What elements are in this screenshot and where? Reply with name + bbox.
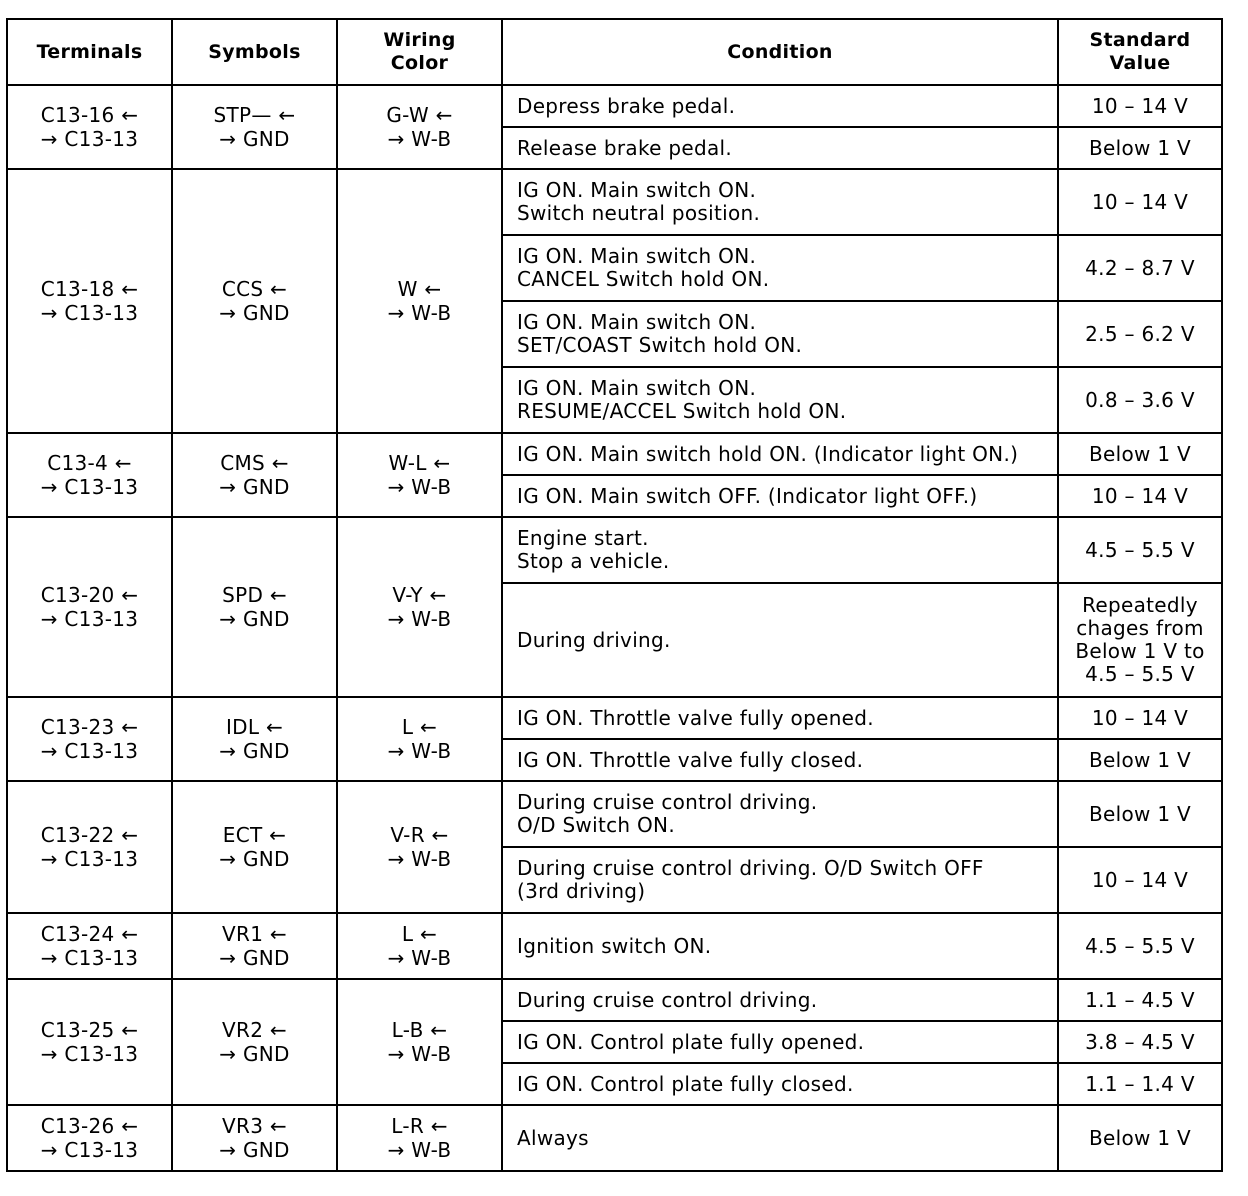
condition-text: IG ON. Main switch ON. (517, 178, 757, 202)
standard-value-text: 1.1 – 1.4 V (1085, 1071, 1195, 1096)
condition-text: IG ON. Main switch hold ON. (Indicator light ON.) (517, 441, 1019, 466)
terminal-text: → C13-13 (40, 127, 139, 151)
standard-value-text: Below 1 V (1089, 747, 1191, 772)
condition-cell (502, 235, 1058, 301)
terminals-cell (7, 697, 172, 781)
condition-cell (502, 85, 1058, 127)
standard-value-cell (1058, 127, 1222, 169)
standard-value-cell (1058, 1105, 1222, 1171)
table-row (7, 913, 1222, 979)
table-row (7, 169, 1222, 235)
condition-cell (502, 583, 1058, 697)
symbols-cell (172, 979, 337, 1105)
standard-value-cell (1058, 301, 1222, 367)
symbol-text: CCS ← (221, 277, 288, 301)
standard-value-cell (1058, 1021, 1222, 1063)
condition-text: CANCEL Switch hold ON. (517, 267, 770, 291)
terminals-cell (7, 913, 172, 979)
header-symbols: Symbols (172, 19, 337, 85)
condition-text: IG ON. Control plate fully closed. (517, 1071, 854, 1096)
wiring-color-cell (337, 85, 502, 169)
wiring-color-cell (337, 517, 502, 697)
standard-value-cell (1058, 583, 1222, 697)
header-row (7, 19, 1222, 85)
terminals-cell (7, 85, 172, 169)
condition-text: Ignition switch ON. (517, 933, 712, 958)
wiring-color-text: → W-B (387, 607, 452, 631)
symbols-cell (172, 517, 337, 697)
condition-text: Release brake pedal. (517, 135, 733, 160)
terminal-text: → C13-13 (40, 1138, 139, 1162)
standard-value-text: 10 – 14 V (1091, 705, 1189, 730)
standard-value-text: 10 – 14 V (1091, 189, 1189, 214)
symbols-cell (172, 169, 337, 433)
symbol-text: → GND (219, 847, 290, 871)
terminal-text: → C13-13 (40, 946, 139, 970)
standard-value-text: 4.5 – 5.5 V (1085, 662, 1195, 686)
table-row (7, 85, 1222, 127)
terminal-text: C13-22 ← (40, 823, 139, 847)
condition-cell (502, 367, 1058, 433)
symbol-text: IDL ← (225, 715, 284, 739)
terminal-inspection-table (6, 18, 1223, 1172)
symbol-text: → GND (219, 607, 290, 631)
wiring-color-text: → W-B (387, 127, 452, 151)
condition-text: During driving. (517, 627, 671, 652)
standard-value-text: 4.5 – 5.5 V (1085, 537, 1195, 562)
standard-value-text: Below 1 V to (1075, 639, 1205, 663)
standard-value-text: chages from (1076, 616, 1204, 640)
symbol-text: → GND (219, 301, 290, 325)
table-body (7, 85, 1222, 1171)
condition-cell (502, 475, 1058, 517)
condition-text: Switch neutral position. (517, 201, 761, 225)
symbol-text: → GND (219, 1042, 290, 1066)
header-wiring-color: Wiring Color (337, 19, 502, 85)
terminal-text: C13-25 ← (40, 1018, 139, 1042)
wiring-color-text: G-W ← (386, 103, 453, 127)
terminals-cell (7, 433, 172, 517)
symbol-text: ECT ← (222, 823, 287, 847)
terminal-text: → C13-13 (40, 847, 139, 871)
standard-value-cell (1058, 739, 1222, 781)
terminals-cell (7, 169, 172, 433)
terminal-text: C13-26 ← (40, 1114, 139, 1138)
wiring-color-cell (337, 697, 502, 781)
standard-value-cell (1058, 517, 1222, 583)
table-row (7, 433, 1222, 475)
standard-value-cell (1058, 697, 1222, 739)
header-standard-value: Standard Value (1058, 19, 1222, 85)
wiring-color-text: → W-B (387, 1138, 452, 1162)
table-row (7, 781, 1222, 847)
condition-text: O/D Switch ON. (517, 813, 675, 837)
standard-value-text: Below 1 V (1089, 801, 1191, 826)
symbol-text: STP— ← (213, 103, 296, 127)
standard-value-cell (1058, 433, 1222, 475)
symbol-text: → GND (219, 1138, 290, 1162)
condition-cell (502, 1021, 1058, 1063)
header-terminals: Terminals (7, 19, 172, 85)
standard-value-text: 3.8 – 4.5 V (1085, 1029, 1195, 1054)
symbol-text: → GND (219, 127, 290, 151)
table-row (7, 517, 1222, 583)
condition-text: Engine start. (517, 526, 649, 550)
standard-value-cell (1058, 235, 1222, 301)
wiring-color-cell (337, 169, 502, 433)
wiring-color-text: → W-B (387, 1042, 452, 1066)
symbols-cell (172, 781, 337, 913)
condition-text: (3rd driving) (517, 879, 646, 903)
standard-value-text: 2.5 – 6.2 V (1085, 321, 1195, 346)
wiring-color-text: W ← (397, 277, 442, 301)
standard-value-text: 10 – 14 V (1091, 483, 1189, 508)
wiring-color-text: → W-B (387, 739, 452, 763)
standard-value-cell (1058, 367, 1222, 433)
condition-cell (502, 169, 1058, 235)
condition-cell (502, 1063, 1058, 1105)
condition-text: Stop a vehicle. (517, 549, 670, 573)
standard-value-cell (1058, 85, 1222, 127)
terminal-text: C13-20 ← (40, 583, 139, 607)
condition-text: During cruise control driving. (517, 987, 818, 1012)
condition-cell (502, 739, 1058, 781)
symbols-cell (172, 433, 337, 517)
symbol-text: SPD ← (222, 583, 287, 607)
header-condition: Condition (502, 19, 1058, 85)
symbols-cell (172, 1105, 337, 1171)
table-row (7, 979, 1222, 1021)
terminal-text: C13-18 ← (40, 277, 139, 301)
wiring-color-text: L ← (401, 715, 438, 739)
symbols-cell (172, 85, 337, 169)
standard-value-cell (1058, 1063, 1222, 1105)
terminals-cell (7, 517, 172, 697)
symbol-text: → GND (219, 739, 290, 763)
wiring-color-text: L-B ← (391, 1018, 448, 1042)
terminal-text: → C13-13 (40, 1042, 139, 1066)
condition-text: Always (517, 1125, 589, 1150)
condition-text: IG ON. Control plate fully opened. (517, 1029, 865, 1054)
condition-cell (502, 847, 1058, 913)
wiring-color-text: L ← (401, 922, 438, 946)
wiring-color-text: → W-B (387, 475, 452, 499)
standard-value-text: 1.1 – 4.5 V (1085, 987, 1195, 1012)
wiring-color-text: V-Y ← (392, 583, 447, 607)
terminal-text: → C13-13 (40, 301, 139, 325)
table-row (7, 1105, 1222, 1171)
wiring-color-text: L-R ← (391, 1114, 448, 1138)
standard-value-text: Repeatedly (1082, 593, 1198, 617)
condition-text: IG ON. Main switch ON. (517, 376, 757, 400)
standard-value-cell (1058, 847, 1222, 913)
condition-text: IG ON. Main switch ON. (517, 244, 757, 268)
terminals-cell (7, 979, 172, 1105)
symbol-text: VR3 ← (222, 1114, 287, 1138)
condition-text: During cruise control driving. (517, 790, 818, 814)
condition-cell (502, 301, 1058, 367)
symbol-text: CMS ← (220, 451, 289, 475)
standard-value-cell (1058, 913, 1222, 979)
wiring-color-cell (337, 433, 502, 517)
standard-value-text: Below 1 V (1089, 135, 1191, 160)
symbols-cell (172, 913, 337, 979)
condition-text: IG ON. Throttle valve fully closed. (517, 747, 864, 772)
wiring-color-text: → W-B (387, 301, 452, 325)
standard-value-text: 10 – 14 V (1091, 867, 1189, 892)
standard-value-text: 4.2 – 8.7 V (1085, 255, 1195, 280)
standard-value-text: Below 1 V (1089, 441, 1191, 466)
standard-value-text: 0.8 – 3.6 V (1085, 387, 1195, 412)
wiring-color-cell (337, 781, 502, 913)
terminal-text: → C13-13 (40, 739, 139, 763)
standard-value-text: 4.5 – 5.5 V (1085, 933, 1195, 958)
standard-value-cell (1058, 475, 1222, 517)
table-row (7, 697, 1222, 739)
symbol-text: → GND (219, 475, 290, 499)
wiring-color-text: V-R ← (390, 823, 449, 847)
condition-text: RESUME/ACCEL Switch hold ON. (517, 399, 847, 423)
wiring-color-cell (337, 1105, 502, 1171)
condition-text: IG ON. Main switch OFF. (Indicator light OFF.) (517, 483, 978, 508)
condition-cell (502, 781, 1058, 847)
condition-cell (502, 913, 1058, 979)
terminal-text: C13-4 ← (47, 451, 132, 475)
terminal-text: C13-16 ← (40, 103, 139, 127)
standard-value-cell (1058, 979, 1222, 1021)
terminal-text: C13-24 ← (40, 922, 139, 946)
standard-value-text: Below 1 V (1089, 1125, 1191, 1150)
condition-text: SET/COAST Switch hold ON. (517, 333, 803, 357)
terminals-cell (7, 781, 172, 913)
symbol-text: VR2 ← (222, 1018, 287, 1042)
terminal-text: C13-23 ← (40, 715, 139, 739)
standard-value-cell (1058, 781, 1222, 847)
terminal-text: → C13-13 (40, 475, 139, 499)
wiring-color-text: → W-B (387, 946, 452, 970)
condition-cell (502, 517, 1058, 583)
wiring-color-text: → W-B (387, 847, 452, 871)
symbol-text: VR1 ← (222, 922, 287, 946)
condition-text: During cruise control driving. O/D Switch OFF (517, 856, 984, 880)
condition-cell (502, 1105, 1058, 1171)
condition-cell (502, 697, 1058, 739)
condition-text: IG ON. Main switch ON. (517, 310, 757, 334)
standard-value-cell (1058, 169, 1222, 235)
symbols-cell (172, 697, 337, 781)
condition-text: IG ON. Throttle valve fully opened. (517, 705, 874, 730)
standard-value-text: 10 – 14 V (1091, 93, 1189, 118)
condition-cell (502, 433, 1058, 475)
condition-text: Depress brake pedal. (517, 93, 736, 118)
condition-cell (502, 127, 1058, 169)
terminal-text: → C13-13 (40, 607, 139, 631)
terminals-cell (7, 1105, 172, 1171)
wiring-color-text: W-L ← (388, 451, 451, 475)
terminal-inspection-table-wrapper (6, 18, 1223, 1172)
wiring-color-cell (337, 913, 502, 979)
condition-cell (502, 979, 1058, 1021)
wiring-color-cell (337, 979, 502, 1105)
symbol-text: → GND (219, 946, 290, 970)
